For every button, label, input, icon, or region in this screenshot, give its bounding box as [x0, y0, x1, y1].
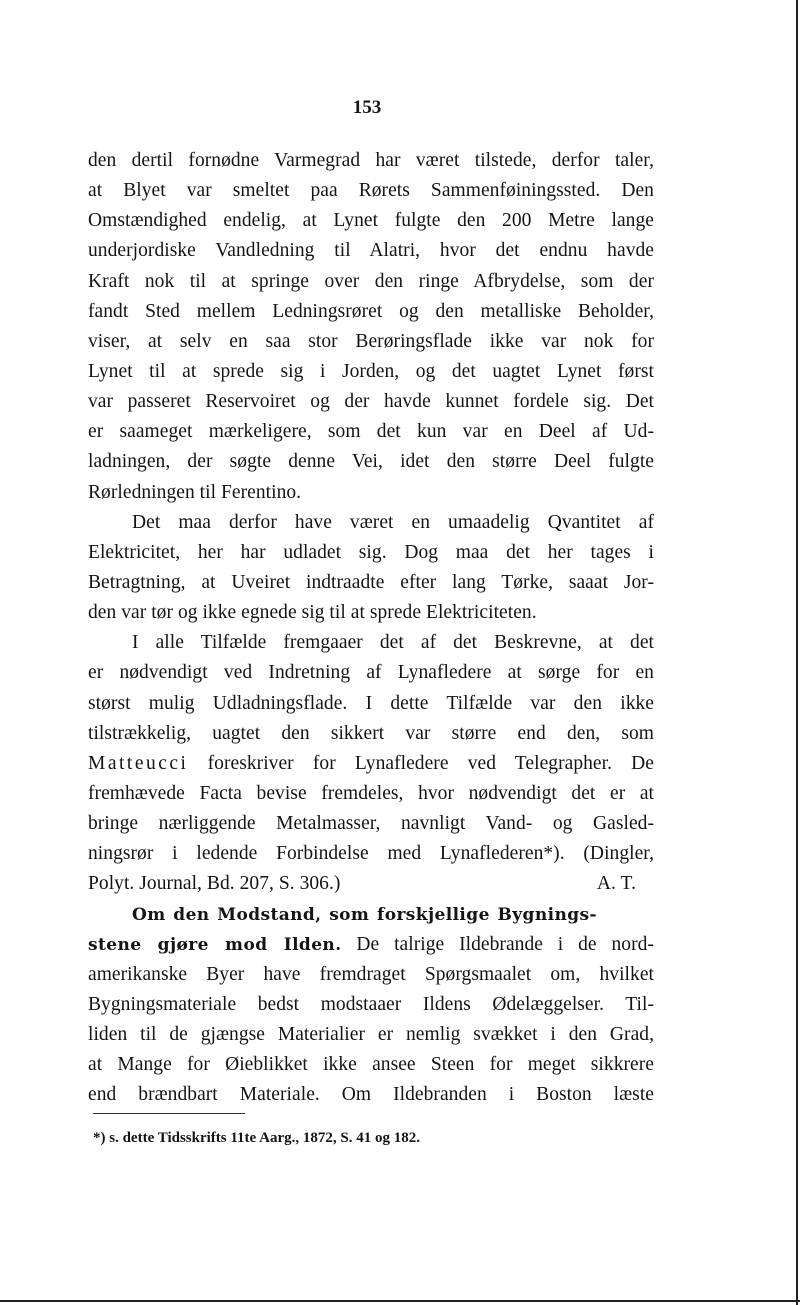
text-line: fremhævede Facta bevise fremdeles, hvor nødvendigt det er at — [88, 782, 654, 804]
text-line: amerikanske Byer have fremdraget Spørgsmaalet om, hvilket — [88, 963, 654, 985]
citation-line — [88, 869, 654, 899]
text-line: liden til de gjængse Materialier er nemlig svækket i den Grad, — [88, 1024, 654, 1046]
text-line: ladningen, der søgte denne Vei, idet den større Deel fulgte — [88, 451, 654, 473]
section-first-line: De talrige Ildebrande i de nord- — [356, 933, 654, 955]
text-line: fandt Sted mellem Ledningsrøret og den metalliske Beholder, — [88, 300, 654, 322]
text-line: størst mulig Udladningsflade. I dette Tilfælde var den ikke — [88, 692, 654, 714]
text-line: Kraft nok til at springe over den ringe Afbrydelse, som der — [88, 270, 654, 292]
text-line: Det maa derfor have været en umaadelig Qvantitet af — [132, 511, 654, 533]
text-line: er saameget mærkeligere, som det kun var en Deel af Ud- — [88, 421, 654, 443]
text-line: at Blyet var smeltet paa Rørets Sammenføiningssted. Den — [88, 180, 654, 202]
text-line — [88, 930, 654, 960]
footnote: *) s. dette Tidsskrifts 11te Aarg., 1872, S. 41 og 182. — [93, 1130, 420, 1146]
text-line: underjordiske Vandledning til Alatri, hvor det endnu havde — [88, 240, 654, 262]
text-line — [88, 749, 654, 779]
paragraph-1 — [88, 146, 654, 1111]
text-line: Elektricitet, her har udladet sig. Dog maa det her tages i — [88, 541, 654, 563]
footnote-divider — [93, 1113, 245, 1114]
section-heading-line — [88, 900, 654, 930]
text-line: end brændbart Materiale. Om Ildebranden i Boston læste — [88, 1084, 654, 1106]
text-line: er nødvendigt ved Indretning af Lynafledere at sørge for en — [88, 662, 654, 684]
page-edge-right — [796, 0, 798, 1305]
text-line: at Mange for Øieblikket ikke ansee Steen for meget sikkrere — [88, 1054, 654, 1076]
text-line: viser, at selv en saa stor Berøringsflade ikke var nok for — [88, 330, 654, 352]
citation: Polyt. Journal, Bd. 207, S. 306.) — [88, 873, 341, 895]
author-line-rest: foreskriver for Lynafledere ved Telegrapher. De — [207, 752, 654, 774]
text-line: ningsrør i ledende Forbindelse med Lynaflederen*). (Dingler, — [88, 843, 654, 865]
text-line: Rørledningen til Ferentino. — [88, 481, 302, 503]
text-line: tilstrækkelig, uagtet den sikkert var større end den, som — [88, 722, 654, 744]
section-heading-2: stene gjøre mod Ilden. — [88, 934, 342, 955]
section-heading-1: Om den Modstand, som forskjellige Bygnings- — [132, 904, 597, 925]
text-line: var passeret Reservoiret og der havde kunnet fordele sig. Det — [88, 391, 654, 413]
text-line: Betragtning, at Uveiret indtraadte efter lang Tørke, saaat Jor- — [88, 571, 654, 593]
text-line: Omstændighed endelig, at Lynet fulgte den 200 Metre lange — [88, 210, 654, 232]
page-number: 153 — [352, 97, 382, 118]
page-edge-bottom — [0, 1300, 800, 1302]
signature: A. T. — [596, 873, 636, 895]
author-name: Matteucci — [88, 752, 189, 774]
text-line: I alle Tilfælde fremgaaer det af det Beskrevne, at det — [132, 632, 654, 654]
text-line: Bygningsmateriale bedst modstaaer Ildens Ødelæggelser. Til- — [88, 993, 654, 1015]
text-line: Lynet til at sprede sig i Jorden, og det uagtet Lynet først — [88, 360, 654, 382]
text-line: bringe nærliggende Metalmasser, navnligt Vand- og Gasled- — [88, 813, 654, 835]
text-line: den dertil fornødne Varmegrad har været tilstede, derfor taler, — [88, 150, 654, 171]
text-line: den var tør og ikke egnede sig til at sprede Elektriciteten. — [88, 602, 537, 624]
